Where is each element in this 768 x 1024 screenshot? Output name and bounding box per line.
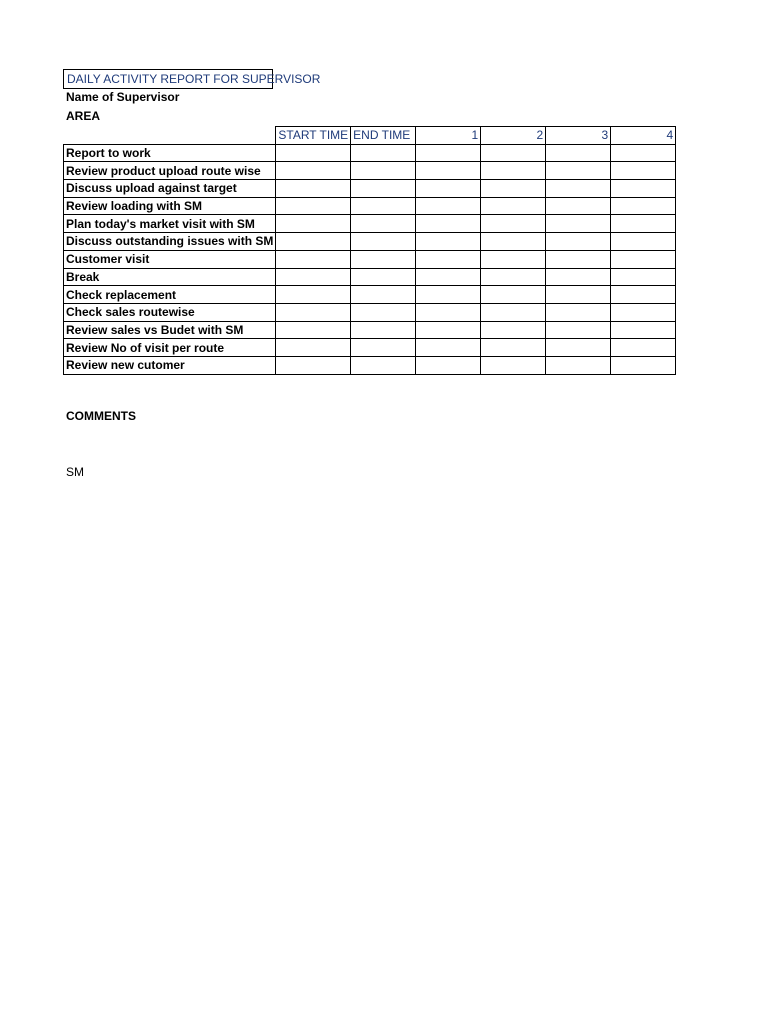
activity-label: Review sales vs Budet with SM [64,321,276,339]
entry-cell[interactable] [611,162,676,180]
entry-cell[interactable] [481,321,546,339]
entry-cell[interactable] [546,356,611,374]
activity-label: Discuss outstanding issues with SM [64,233,276,251]
entry-cell[interactable] [481,180,546,198]
entry-cell[interactable] [276,286,351,304]
entry-cell[interactable] [351,286,416,304]
entry-cell[interactable] [611,321,676,339]
entry-cell[interactable] [416,233,481,251]
table-row [64,180,676,198]
entry-cell[interactable] [611,250,676,268]
header-col-4: 4 [611,127,676,145]
entry-cell[interactable] [546,321,611,339]
header-end-time: END TIME [351,127,416,145]
table-row [64,250,676,268]
entry-cell[interactable] [611,180,676,198]
table-row [64,197,676,215]
table-row [64,339,676,357]
entry-cell[interactable] [276,197,351,215]
supervisor-name-label: Name of Supervisor [66,90,180,104]
activity-label: Review product upload route wise [64,162,276,180]
entry-cell[interactable] [276,321,351,339]
activity-label: Check replacement [64,286,276,304]
entry-cell[interactable] [546,303,611,321]
entry-cell[interactable] [546,339,611,357]
entry-cell[interactable] [351,303,416,321]
report-title: DAILY ACTIVITY REPORT FOR SUPERVISOR [63,69,273,89]
entry-cell[interactable] [416,250,481,268]
entry-cell[interactable] [481,268,546,286]
entry-cell[interactable] [546,162,611,180]
entry-cell[interactable] [351,197,416,215]
entry-cell[interactable] [276,268,351,286]
entry-cell[interactable] [416,356,481,374]
entry-cell[interactable] [276,250,351,268]
entry-cell[interactable] [416,339,481,357]
entry-cell[interactable] [611,144,676,162]
entry-cell[interactable] [416,286,481,304]
entry-cell[interactable] [481,144,546,162]
activity-label: Discuss upload against target [64,180,276,198]
entry-cell[interactable] [611,303,676,321]
entry-cell[interactable] [351,356,416,374]
entry-cell[interactable] [416,180,481,198]
entry-cell[interactable] [481,356,546,374]
entry-cell[interactable] [481,250,546,268]
header-blank-cell [64,127,276,145]
table-row [64,144,676,162]
activity-table [63,126,676,375]
activity-label: Report to work [64,144,276,162]
header-col-3: 3 [546,127,611,145]
entry-cell[interactable] [546,144,611,162]
activity-label: Plan today's market visit with SM [64,215,276,233]
entry-cell[interactable] [276,180,351,198]
entry-cell[interactable] [276,162,351,180]
activity-label: Break [64,268,276,286]
entry-cell[interactable] [546,180,611,198]
entry-cell[interactable] [481,215,546,233]
activity-label: Review loading with SM [64,197,276,215]
table-header-row [64,127,676,145]
area-label: AREA [66,109,101,123]
comments-label: COMMENTS [66,409,136,423]
entry-cell[interactable] [416,268,481,286]
entry-cell[interactable] [481,339,546,357]
entry-cell[interactable] [481,303,546,321]
table-row [64,233,676,251]
entry-cell[interactable] [276,356,351,374]
entry-cell[interactable] [481,233,546,251]
sm-label: SM [66,465,84,479]
table-row [64,321,676,339]
table-row [64,303,676,321]
activity-label: Check sales routewise [64,303,276,321]
activity-label: Review new cutomer [64,356,276,374]
table-row [64,286,676,304]
entry-cell[interactable] [611,197,676,215]
entry-cell[interactable] [416,144,481,162]
entry-cell[interactable] [276,303,351,321]
table-row [64,356,676,374]
entry-cell[interactable] [416,321,481,339]
table-row [64,268,676,286]
entry-cell[interactable] [481,197,546,215]
header-col-1: 1 [416,127,481,145]
table-row [64,215,676,233]
entry-cell[interactable] [276,144,351,162]
entry-cell[interactable] [546,215,611,233]
entry-cell[interactable] [546,233,611,251]
table-row [64,162,676,180]
entry-cell[interactable] [611,233,676,251]
entry-cell[interactable] [351,215,416,233]
entry-cell[interactable] [276,233,351,251]
entry-cell[interactable] [416,303,481,321]
entry-cell[interactable] [481,162,546,180]
entry-cell[interactable] [546,250,611,268]
entry-cell[interactable] [611,339,676,357]
entry-cell[interactable] [351,250,416,268]
activity-label: Customer visit [64,250,276,268]
entry-cell[interactable] [351,321,416,339]
entry-cell[interactable] [611,356,676,374]
entry-cell[interactable] [546,286,611,304]
header-col-2: 2 [481,127,546,145]
entry-cell[interactable] [351,339,416,357]
entry-cell[interactable] [481,286,546,304]
entry-cell[interactable] [546,197,611,215]
entry-cell[interactable] [546,268,611,286]
entry-cell[interactable] [351,144,416,162]
entry-cell[interactable] [351,233,416,251]
entry-cell[interactable] [416,215,481,233]
entry-cell[interactable] [276,339,351,357]
entry-cell[interactable] [351,162,416,180]
entry-cell[interactable] [611,286,676,304]
entry-cell[interactable] [416,197,481,215]
entry-cell[interactable] [276,215,351,233]
entry-cell[interactable] [351,180,416,198]
entry-cell[interactable] [611,268,676,286]
header-start-time: START TIME [276,127,351,145]
activity-label: Review No of visit per route [64,339,276,357]
entry-cell[interactable] [351,268,416,286]
entry-cell[interactable] [416,162,481,180]
entry-cell[interactable] [611,215,676,233]
